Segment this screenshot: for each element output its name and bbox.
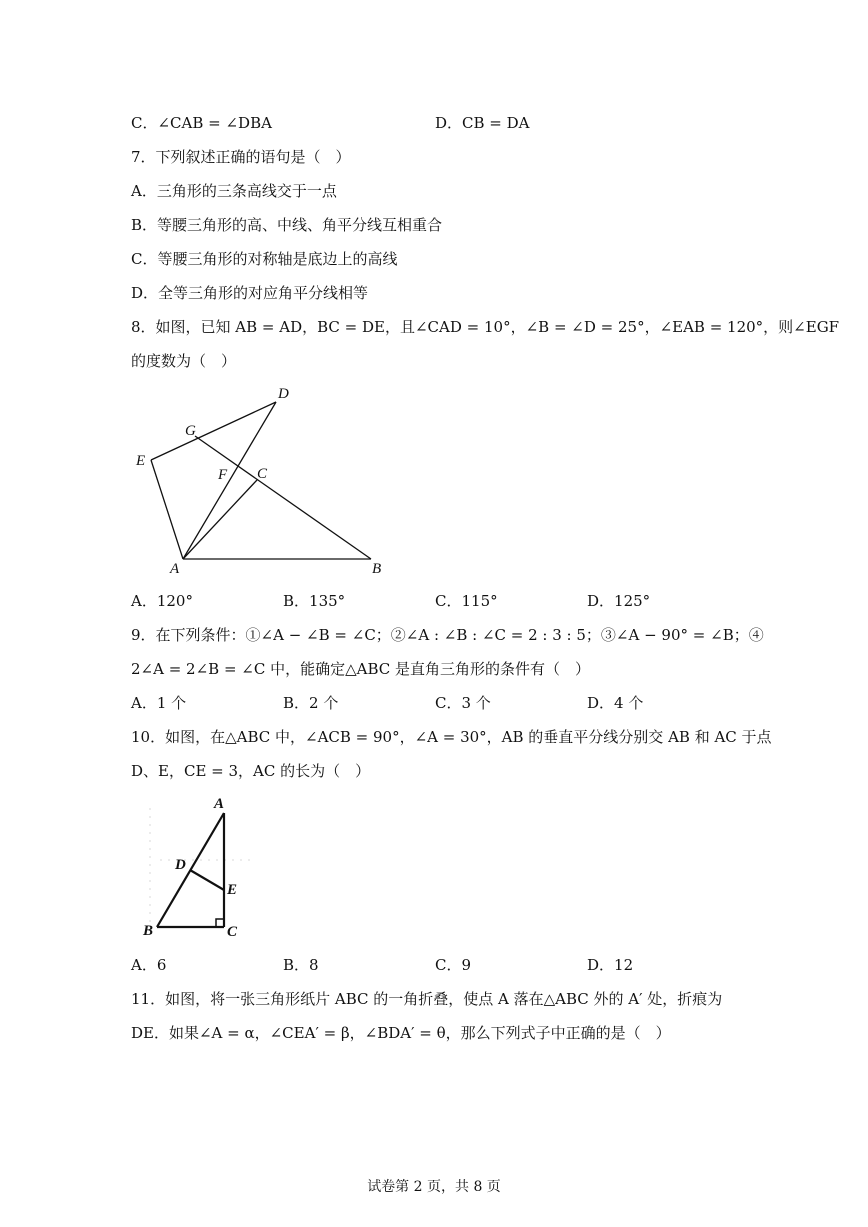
q8-label-a: A — [170, 561, 180, 577]
q8-label-b: B — [372, 561, 382, 577]
q7-option-c: C．等腰三角形的对称轴是底边上的高线 — [131, 250, 398, 268]
q7-stem: 7．下列叙述正确的语句是（ ） — [131, 148, 351, 166]
q10-stem-line1: 10．如图，在△ABC 中，∠ACB = 90°，∠A = 30°，AB 的垂直平分线分别交 AB 和 AC 于点 — [131, 728, 772, 746]
q8-option-c: C．115° — [435, 592, 498, 610]
q9-option-c: C．3 个 — [435, 694, 491, 712]
q8-stem-line2: 的度数为（ ） — [131, 352, 237, 370]
q8-stem-line1: 8．如图，已知 AB = AD，BC = DE，且∠CAD = 10°，∠B = ∠D = 25°，∠EAB = 120°，则∠EGF — [131, 318, 840, 336]
q10-label-b: B — [143, 923, 154, 939]
q8-segment-ae — [151, 460, 183, 559]
q9-stem-line2: 2∠A = 2∠B = ∠C 中，能确定△ABC 是直角三角形的条件有（ ） — [131, 660, 591, 678]
q10-stem-line2: D、E，CE = 3，AC 的长为（ ） — [131, 762, 371, 780]
q6-option-d: D．CB = DA — [435, 114, 530, 132]
q10-option-b: B．8 — [283, 956, 319, 974]
q10-segment-ab — [157, 813, 224, 927]
q6-option-c: C．∠CAB = ∠DBA — [131, 114, 272, 132]
q8-option-b: B．135° — [283, 592, 346, 610]
q11-stem-line1: 11．如图，将一张三角形纸片 ABC 的一角折叠，使点 A 落在△ABC 外的 A′ 处，折痕为 — [131, 990, 723, 1008]
q10-label-c: C — [227, 924, 238, 940]
q10-right-angle-mark — [216, 919, 224, 927]
q11-stem-line2: DE．如果∠A = α，∠CEA′ = β，∠BDA′ = θ，那么下列式子中正确的是（ ） — [131, 1024, 671, 1042]
q7-option-d: D．全等三角形的对应角平分线相等 — [131, 284, 369, 302]
q8-label-d: D — [278, 386, 289, 402]
q8-label-g: G — [185, 423, 196, 439]
q9-stem-line1: 9．在下列条件：①∠A − ∠B = ∠C；②∠A : ∠B : ∠C = 2 : 3 : 5；③∠A − 90° = ∠B；④ — [131, 626, 764, 644]
q9-option-d: D．4 个 — [587, 694, 644, 712]
q8-option-d: D．125° — [587, 592, 651, 610]
q8-option-a: A．120° — [131, 592, 193, 610]
q10-option-a: A．6 — [131, 956, 167, 974]
q7-option-b: B．等腰三角形的高、中线、角平分线互相重合 — [131, 216, 443, 234]
q8-segment-ed — [151, 402, 276, 460]
q8-label-e: E — [136, 453, 146, 469]
q9-option-a: A．1 个 — [131, 694, 187, 712]
q8-label-f: F — [218, 467, 228, 483]
q7-option-a: A．三角形的三条高线交于一点 — [131, 182, 337, 200]
q10-option-c: C．9 — [435, 956, 472, 974]
q8-segment-ac — [183, 480, 257, 559]
q8-label-c: C — [257, 466, 268, 482]
q10-label-e: E — [227, 882, 238, 898]
q10-label-a: A — [214, 796, 225, 812]
q10-option-d: D．12 — [587, 956, 634, 974]
q8-segment-gb — [195, 436, 371, 559]
q8-segment-ad — [183, 402, 276, 559]
page-footer: 试卷第 2 页，共 8 页 — [367, 1179, 501, 1195]
q9-option-b: B．2 个 — [283, 694, 339, 712]
q10-segment-de — [190, 870, 224, 890]
q10-label-d: D — [175, 857, 186, 873]
